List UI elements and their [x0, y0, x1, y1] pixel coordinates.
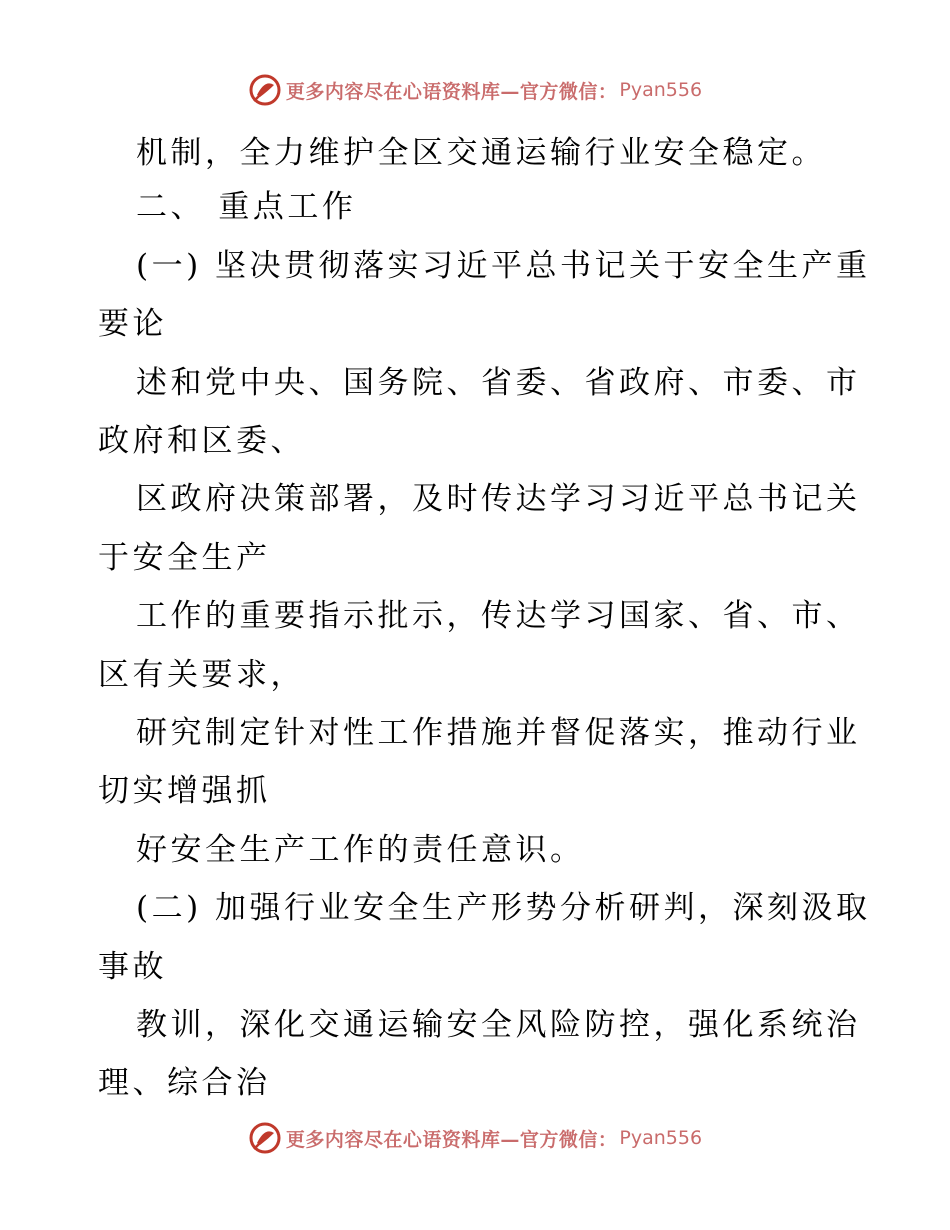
watermark-banner-top [0, 70, 950, 110]
text-line: 理、综合治 [98, 1065, 271, 1101]
text-line: 工作的重要指示批示，传达学习国家、省、市、 [136, 598, 861, 634]
text-line: 好安全生产工作的责任意识。 [136, 832, 585, 868]
watermark-id: Pyan556 [619, 1127, 703, 1149]
watermark-text: 更多内容尽在心语资料库—官方微信： [285, 1128, 618, 1151]
text-line: (二) 加强行业安全生产形势分析研判，深刻汲取 [136, 890, 871, 926]
logo-icon [248, 1121, 282, 1155]
text-line: 区有关要求， [98, 657, 305, 693]
watermark-banner-bottom [0, 1118, 950, 1158]
text-line: 区政府决策部署，及时传达学习习近平总书记关 [136, 481, 861, 517]
text-line: 于安全生产 [98, 540, 271, 576]
watermark-text: 更多内容尽在心语资料库—官方微信： [285, 80, 618, 103]
text-line: 切实增强抓 [98, 773, 271, 809]
text-line: 政府和区委、 [98, 423, 305, 459]
text-line: (一) 坚决贯彻落实习近平总书记关于安全生产重 [136, 248, 871, 284]
text-line: 要论 [98, 306, 167, 342]
text-line: 机制，全力维护全区交通运输行业安全稳定。 [136, 135, 826, 171]
text-line: 教训，深化交通运输安全风险防控，强化系统治 [136, 1007, 861, 1043]
watermark-id: Pyan556 [619, 79, 703, 101]
section-heading: 二、 重点工作 [136, 189, 357, 225]
text-line: 述和党中央、国务院、省委、省政府、市委、市 [136, 365, 861, 401]
text-line: 事故 [98, 949, 167, 985]
logo-icon [248, 73, 282, 107]
text-line: 研究制定针对性工作措施并督促落实，推动行业 [136, 715, 861, 751]
